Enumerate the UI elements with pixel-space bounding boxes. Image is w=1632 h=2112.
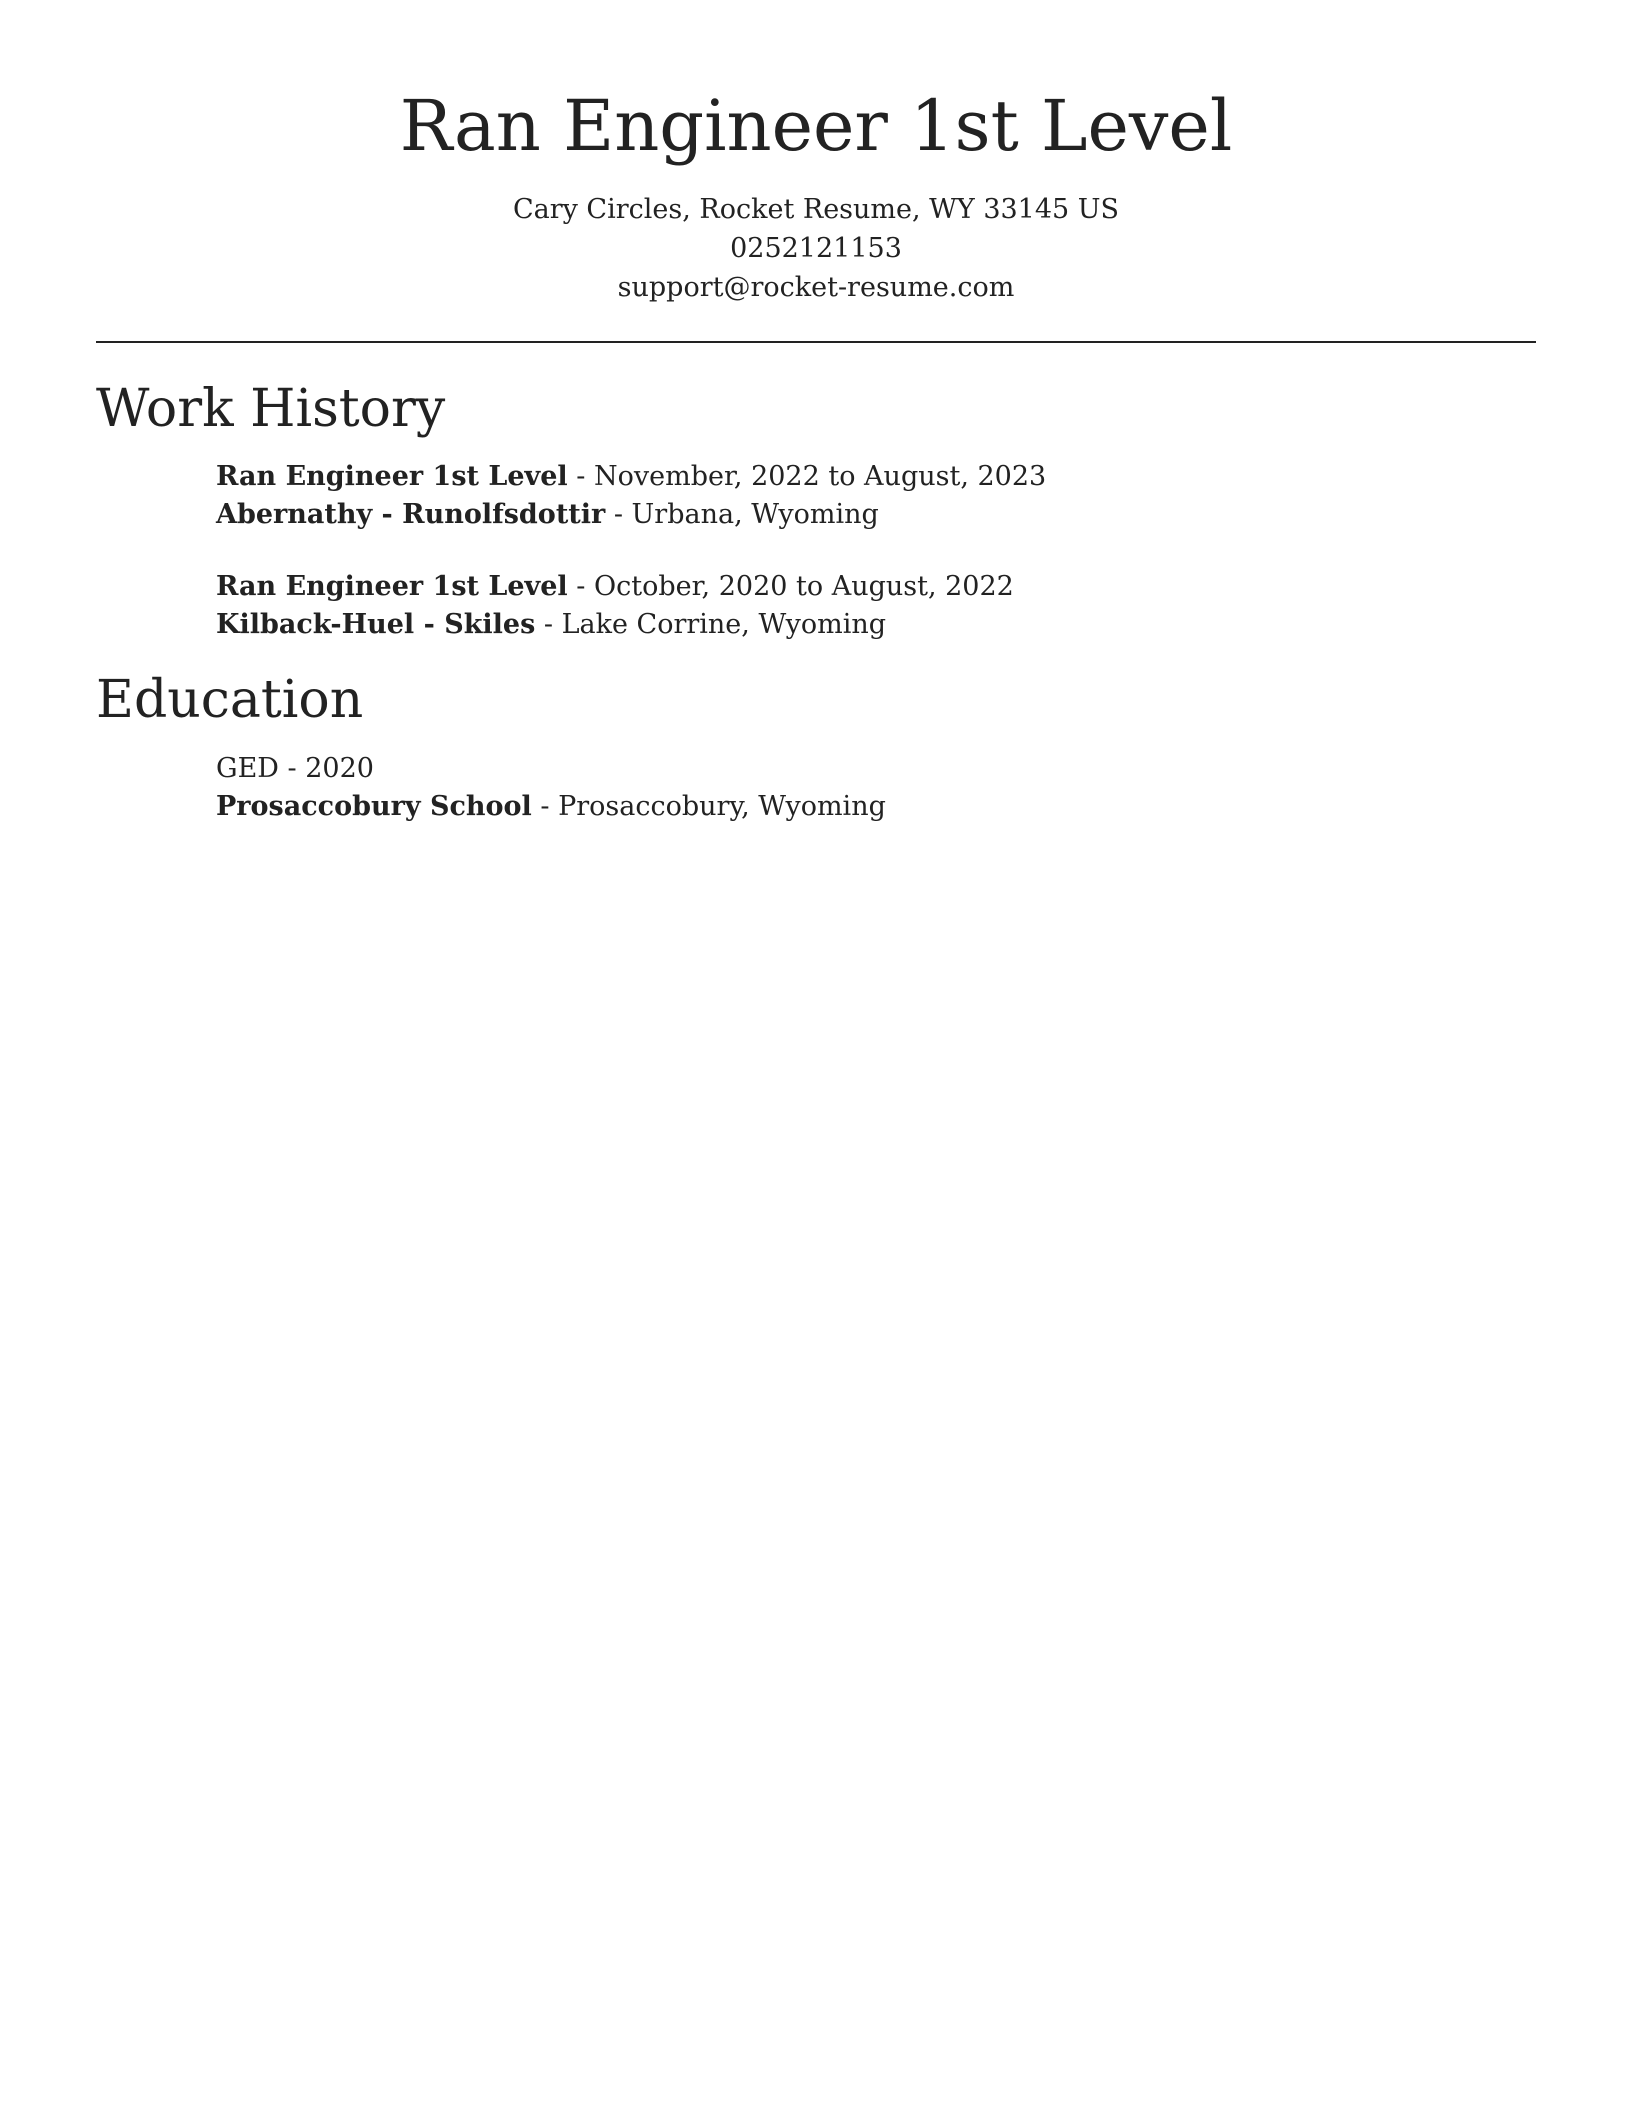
work-history-heading: Work History xyxy=(96,379,446,439)
education-heading: Education xyxy=(96,670,364,730)
address-line: Cary Circles, Rocket Resume, WY 33145 US xyxy=(512,194,1120,225)
work-entry-1-company-line xyxy=(216,496,1046,534)
separator: - xyxy=(567,461,594,492)
work-entry-1-title-line xyxy=(216,458,1046,496)
work-entry-2-title-line xyxy=(216,568,1014,606)
work-entry-1-location: Urbana, Wyoming xyxy=(631,499,879,530)
work-entry-1-dates: November, 2022 to August, 2023 xyxy=(593,461,1047,492)
work-entry-1-company: Abernathy - Runolfsdottir xyxy=(216,499,606,530)
candidate-name: Ran Engineer 1st Level xyxy=(399,85,1233,167)
phone-line: 0252121153 xyxy=(730,233,902,264)
work-entry-2-position: Ran Engineer 1st Level xyxy=(216,571,568,602)
header-divider xyxy=(96,341,1536,343)
separator: - xyxy=(535,609,562,640)
education-entry-1-year: 2020 xyxy=(305,753,374,784)
education-entry-1-degree-line xyxy=(216,750,886,788)
education-entry-1-school: Prosaccobury School xyxy=(216,791,532,822)
separator: - xyxy=(605,499,632,530)
work-entry-2-company-line xyxy=(216,606,1014,644)
work-entry-2-company: Kilback-Huel - Skiles xyxy=(216,609,536,640)
separator: - xyxy=(531,791,559,822)
education-entry-1 xyxy=(216,750,886,826)
separator: - xyxy=(567,571,594,602)
work-entry-2-dates: October, 2020 to August, 2022 xyxy=(593,571,1014,602)
work-entry-1-position: Ran Engineer 1st Level xyxy=(216,461,568,492)
work-entry-1 xyxy=(216,458,1046,534)
education-entry-1-school-line xyxy=(216,788,886,826)
resume-header xyxy=(96,84,1536,307)
email-line: support@rocket-resume.com xyxy=(617,272,1015,303)
separator: - xyxy=(278,753,306,784)
work-entry-2 xyxy=(216,568,1014,644)
education-entry-1-location: Prosaccobury, Wyoming xyxy=(558,791,886,822)
education-entry-1-degree: GED xyxy=(216,753,279,784)
work-entry-2-location: Lake Corrine, Wyoming xyxy=(561,609,887,640)
contact-block xyxy=(96,190,1536,307)
